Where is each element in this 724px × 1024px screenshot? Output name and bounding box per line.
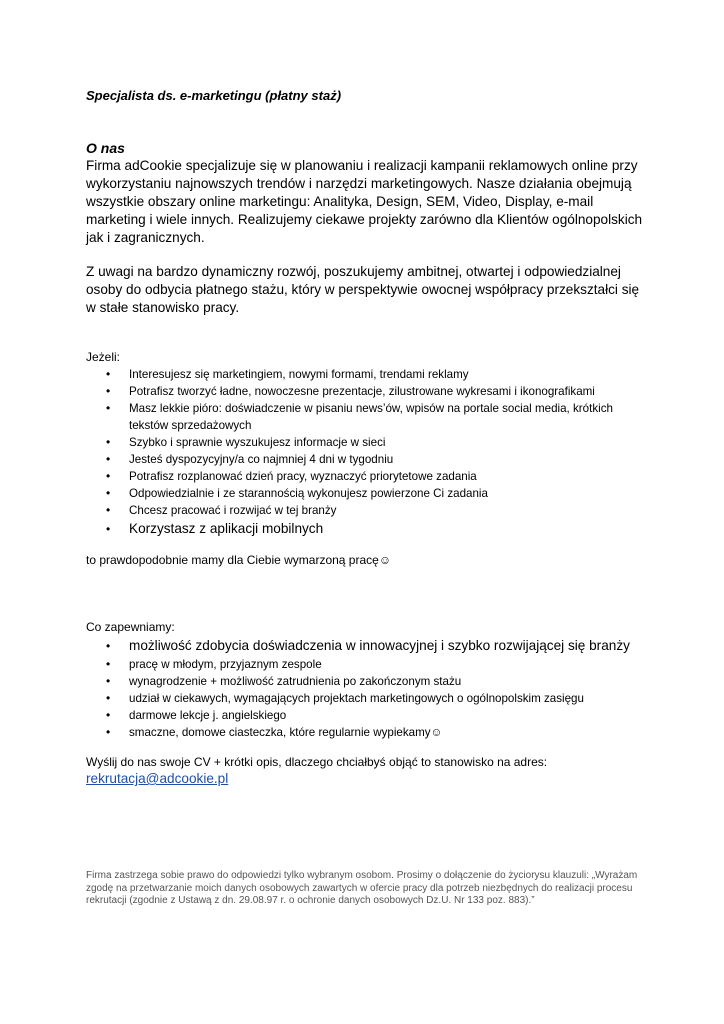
list-item: • darmowe lekcje j. angielskiego bbox=[106, 708, 287, 722]
bullet-icon: • bbox=[106, 486, 111, 500]
bullet-icon: • bbox=[106, 691, 111, 705]
list-item: • wynagrodzenie + możliwość zatrudnienia po zakończonym stażu bbox=[106, 674, 462, 688]
email-link[interactable]: rekrutacja@adcookie.pl bbox=[86, 771, 229, 786]
list-item: • Odpowiedzialnie i ze starannością wykonujesz powierzone Ci zadania bbox=[106, 486, 488, 500]
bullet-icon: • bbox=[106, 367, 111, 381]
bullet-icon: • bbox=[106, 725, 111, 739]
list-item: • Chcesz pracować i rozwijać w tej branży bbox=[106, 503, 337, 517]
bullet-icon: • bbox=[106, 401, 111, 415]
requirements-intro: Jeżeli: bbox=[86, 350, 121, 364]
bullet-icon: • bbox=[106, 452, 111, 466]
requirements-list bbox=[86, 366, 646, 539]
offer-list bbox=[86, 636, 646, 741]
about-heading: O nas bbox=[86, 140, 125, 156]
bullet-icon: • bbox=[106, 522, 111, 536]
list-item: • Korzystasz z aplikacji mobilnych bbox=[86, 519, 646, 539]
application-text: Wyślij do nas swoje CV + krótki opis, dlaczego chciałbyś objąć to stanowisko na adres: bbox=[86, 755, 548, 769]
list-item: • Potrafisz rozplanować dzień pracy, wyznaczyć priorytetowe zadania bbox=[106, 469, 477, 483]
about-paragraph-2: Z uwagi na bardzo dynamiczny rozwój, poszukujemy ambitnej, otwartej i odpowiedzialnej osoby do odbycia płatnego stażu, który w perspektywie owocnej współpracy przekształci się w stałe stanowisko pracy. bbox=[86, 264, 640, 315]
offer-heading: Co zapewniamy: bbox=[86, 620, 175, 634]
bullet-icon: • bbox=[106, 674, 111, 688]
bullet-icon: • bbox=[106, 657, 111, 671]
list-item: • Interesujesz się marketingiem, nowymi formami, trendami reklamy bbox=[106, 367, 469, 381]
bullet-icon: • bbox=[106, 384, 111, 398]
footer-clause: Firma zastrzega sobie prawo do odpowiedzi tylko wybranym osobom. Prosimy o dołączenie do życiorysu klauzuli: „Wyrażam zgodę na przetwarzanie moich danych osobowych zawartych w ofercie pracy dla potrzeb niezbędnych do realizacji procesu rekrutacji (zgodnie z Ustawą z dn. 29.08.97 r. o ochronie danych osobowych Dz.U. Nr 133 poz. 883).” bbox=[86, 870, 638, 906]
job-title: Specjalista ds. e-marketingu (płatny staż) bbox=[86, 88, 342, 103]
list-item: • Potrafisz tworzyć ładne, nowoczesne prezentacje, zilustrowane wykresami i ikonografikami bbox=[106, 384, 595, 398]
list-item: • Masz lekkie pióro: doświadczenie w pisaniu news’ów, wpisów na portale social media, krótkich tekstów sprzedażowych bbox=[106, 401, 613, 432]
list-item: • udział w ciekawych, wymagających projektach marketingowych o ogólnopolskim zasięgu bbox=[106, 691, 584, 705]
bullet-icon: • bbox=[106, 639, 111, 653]
bullet-icon: • bbox=[106, 503, 111, 517]
list-item: • smaczne, domowe ciasteczka, które regularnie wypiekamy☺ bbox=[106, 725, 443, 739]
bullet-icon: • bbox=[106, 435, 111, 449]
list-item: • pracę w młodym, przyjaznym zespole bbox=[106, 657, 322, 671]
list-item: • Szybko i sprawnie wyszukujesz informacje w sieci bbox=[106, 435, 386, 449]
bullet-icon: • bbox=[106, 708, 111, 722]
list-item: • Jesteś dyspozycyjny/a co najmniej 4 dni w tygodniu bbox=[106, 452, 394, 466]
about-paragraph-1: Firma adCookie specjalizuje się w planowaniu i realizacji kampanii reklamowych online przy wykorzystaniu najnowszych trendów i narzędzi marketingowych. Nasze działania obejmują wszystkie obszary online marketingu: Analityka, Design, SEM, Video, Display, e-mail marketing i wiele innych. Realizujemy ciekawe projekty zarówno dla Klientów ogólnopolskich jak i zagranicznych. bbox=[86, 158, 643, 245]
requirements-outro: to prawdopodobnie mamy dla Ciebie wymarzoną pracę☺ bbox=[86, 553, 392, 567]
bullet-icon: • bbox=[106, 469, 111, 483]
list-item: • możliwość zdobycia doświadczenia w innowacyjnej i szybko rozwijającej się branży bbox=[86, 636, 646, 656]
